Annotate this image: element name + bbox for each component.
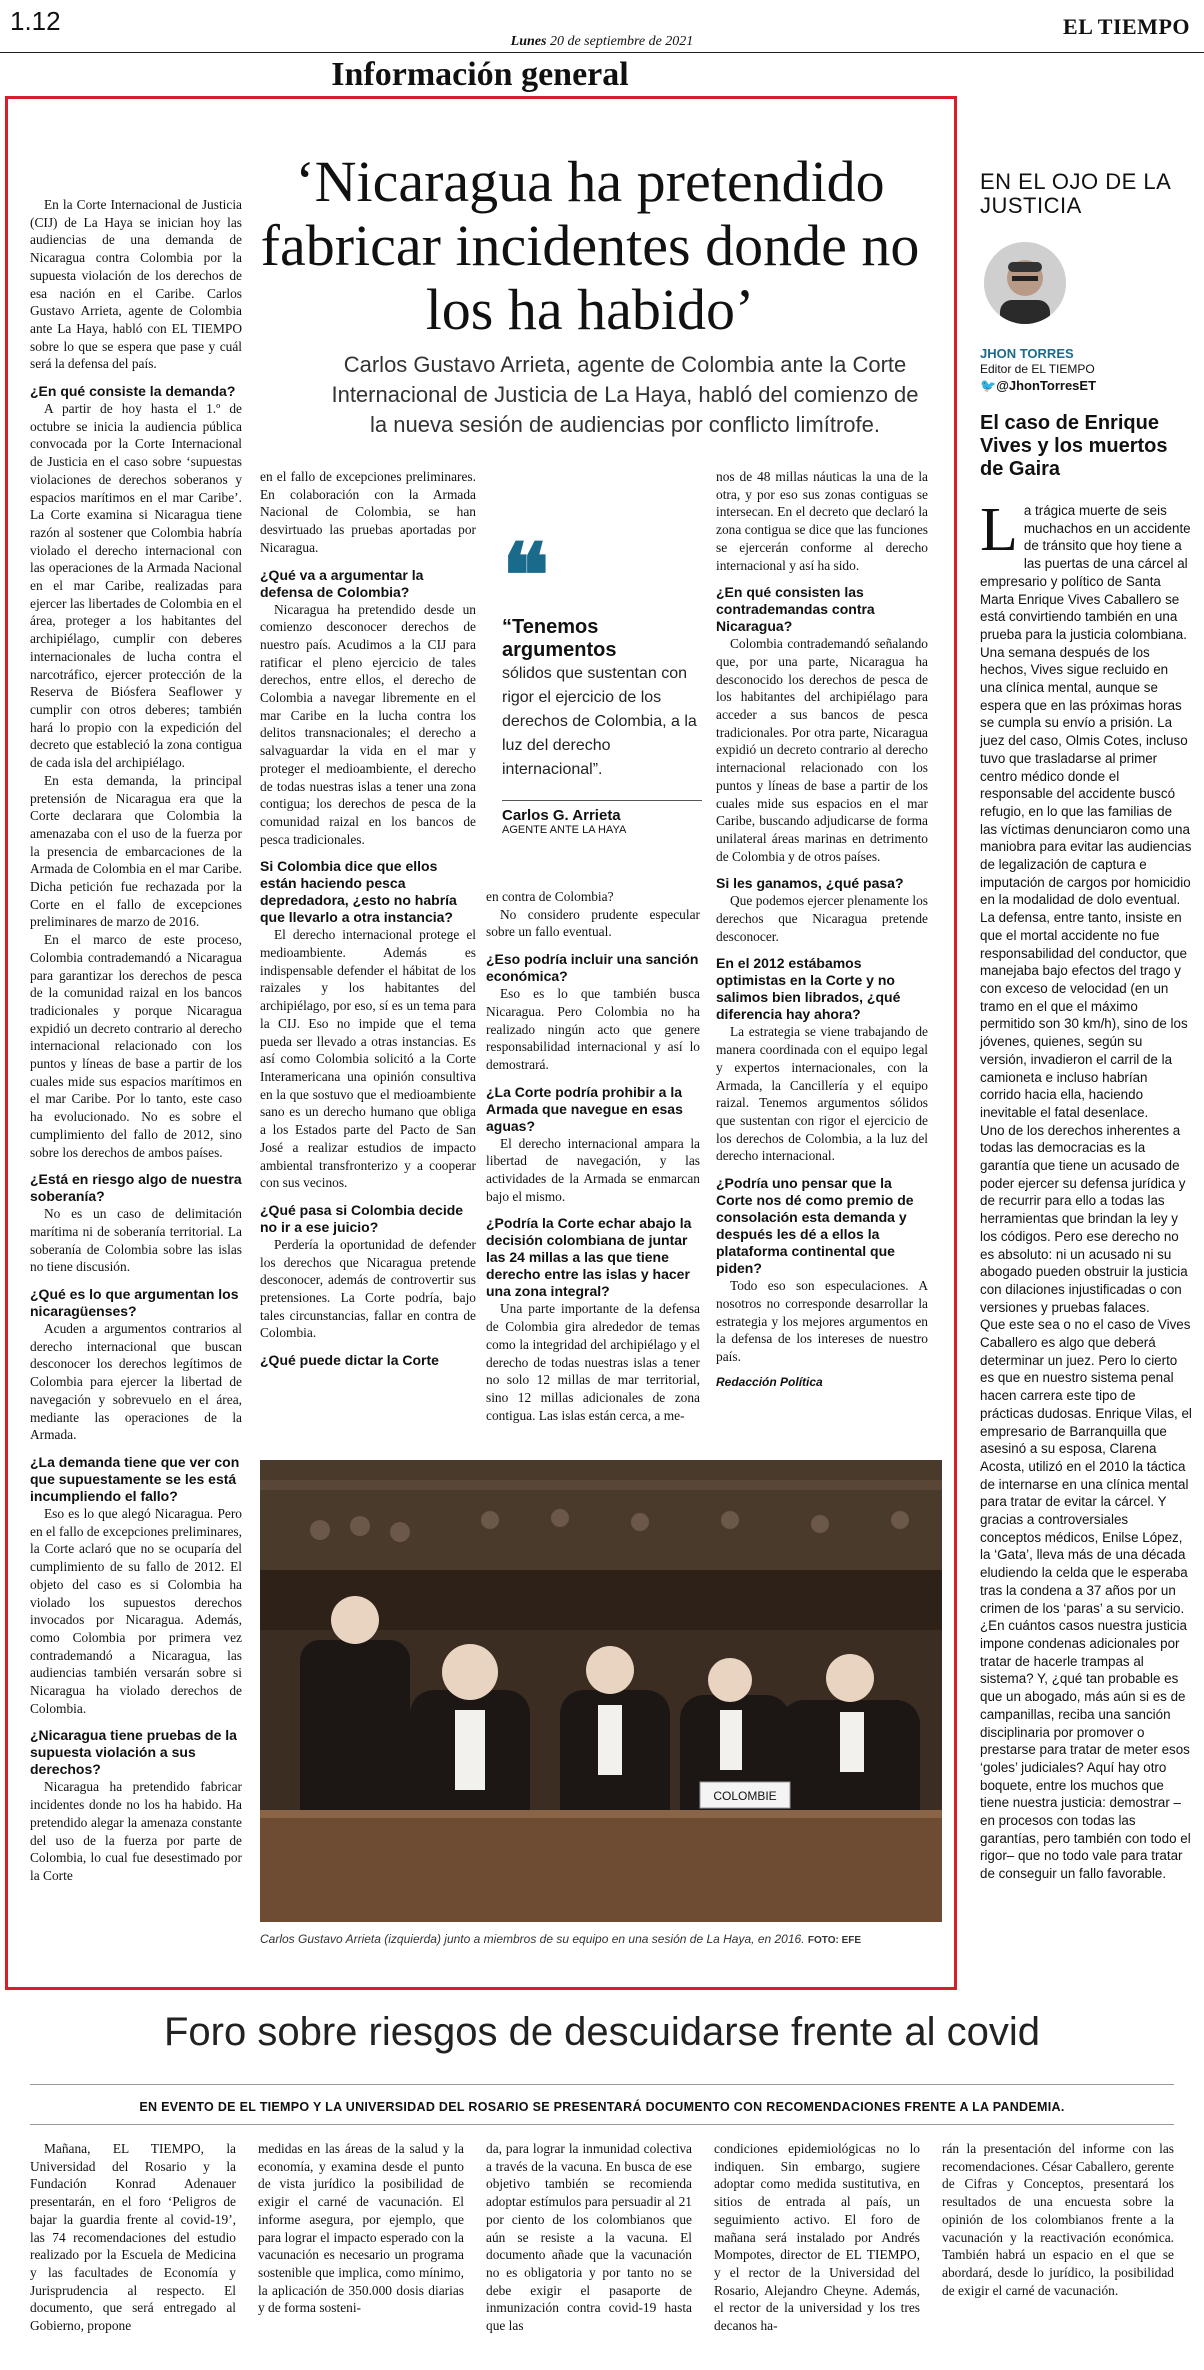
body-paragraph: A partir de hoy hasta el 1.º de octubre se inicia la audiencia pública convocada por la Corte Internacional de Justicia en el caso sobre ‘supuestas violaciones de derechos soberanos y espacios marítimos en el mar Caribe’. La Corte examina si Nicaragua tiene razón al sostener que Colombia habría violado el derecho internacional con las operaciones de la Armada Nacional en el mar Caribe, realizadas para ejercer las libertades de Colombia en el área, proteger a los habitantes del archipiélago, cumplir con deberes internacionales de lucha contra el narcotráfico, ejercer protección de la Reserva de Biósfera Seaflower y cumplir con otros deberes; también hará lo propio con la expedición del decreto que estableció la zona contigua de cada isla del archipiélago. bbox=[30, 401, 242, 771]
body-paragraph: en el fallo de excepciones preliminares. En colaboración con la Armada Nacional de Colombia, se han desvirtuado las pruebas aportadas por Nicaragua. bbox=[260, 469, 476, 555]
column-body bbox=[980, 496, 1192, 1883]
question-heading: Si les ganamos, ¿qué pasa? bbox=[716, 875, 904, 892]
article-column-2 bbox=[260, 468, 476, 1369]
article-column-1 bbox=[30, 196, 242, 1885]
body-paragraph: en contra de Colombia? bbox=[486, 889, 614, 904]
pull-quote-body: sólidos que sustentan con rigor el ejercicio de los derechos de Colombia, a la luz del derecho internacional”. bbox=[502, 665, 697, 778]
body-paragraph: Colombia contrademandó señalando que, por una parte, Nicaragua ha desconocido los derechos de pesca de los habitantes del archipiélago para acceder a sus bancos de pesca tradicionales. Por otra parte, Nicaragua expidió un decreto contrario al derecho internacional relacionado con los puntos y líneas de base a partir de los cuales mide sus espacios en el mar Caribe, buscando adjudicarse de forma unilateral áreas marinas en detrimento de Colombia y de otros países. bbox=[716, 636, 928, 864]
author-name: JHON TORRES bbox=[980, 346, 1074, 361]
body-paragraph: Eso es lo que también busca Nicaragua. Pero Colombia no ha realizado ningún acto que genere responsabilidad internacional y así lo demostrará. bbox=[486, 986, 700, 1072]
column-headline: El caso de Enrique Vives y los muertos de Gaira bbox=[980, 412, 1168, 480]
body-paragraph: Todo eso son especulaciones. A nosotros no corresponde desarrollar la estrategia y los mejores argumentos en la defensa de los intereses de nuestro país. bbox=[716, 1278, 928, 1364]
drop-cap: L bbox=[980, 496, 1018, 564]
pull-quote-divider bbox=[502, 800, 702, 801]
column-paragraph: Uno de los derechos inherentes a todas las democracias es la garantía que tiene un acusado de poder ejercer su defensa jurídica y de recurrir para ello a todas las herramientas que brindan la ley y los códigos. Pero ese derecho no es absoluto: ni un acusado ni su abogado pueden obstruir la justicia con dilaciones injustificadas o con versiones y pruebas falaces. bbox=[980, 1122, 1188, 1315]
question-heading: ¿En qué consisten las contrademandas contra Nicaragua? bbox=[716, 584, 875, 635]
author-twitter bbox=[980, 378, 1096, 394]
bottom-rule-top bbox=[30, 2084, 1174, 2085]
article-column-3 bbox=[486, 888, 700, 1424]
column-paragraph: Una semana después de los hechos, Vives sigue recluido en una clínica mental, aunque se espera que en las próximas horas se cumpla su envío a prisión. La juez del caso, Olmis Cotes, incluso tuvo que trasladarse al primer centro médico donde el responsable del accidente buscó refugio, en lo que las familias de las víctimas denunciaron como una maniobra para evitar las audiencias de legalización de captura e imputación de cargos por homicidio en la modalidad de dolo eventual. bbox=[980, 644, 1192, 908]
bottom-rule-bottom bbox=[30, 2124, 1174, 2125]
issue-date-rest: 20 de septiembre de 2021 bbox=[546, 34, 694, 49]
question-heading: ¿Podría la Corte echar abajo la decisión colombiana de juntar las 24 millas a las que tiene derecho entre las islas y hacer una zona integral? bbox=[486, 1215, 692, 1300]
issue-date-day: Lunes bbox=[510, 34, 547, 49]
article-photo bbox=[260, 1460, 942, 1922]
bottom-subhead: EN EVENTO DE EL TIEMPO Y LA UNIVERSIDAD DEL ROSARIO SE PRESENTARÁ DOCUMENTO CON RECOMENDACIONES FRENTE A LA PANDEMIA. bbox=[139, 2100, 1065, 2114]
bottom-column-5 bbox=[942, 2140, 1174, 2299]
question-heading: ¿Qué puede dictar la Corte bbox=[260, 1352, 439, 1369]
body-paragraph: Nicaragua ha pretendido fabricar incidentes donde no los ha habido. Ha pretendido alegar la amenaza constante del uso de la fuerza por parte de Colombia, lo cual fue desestimado por la Corte bbox=[30, 1779, 242, 1883]
header-rule bbox=[0, 52, 1204, 53]
question-heading: Si Colombia dice que ellos están haciendo pesca depredadora, ¿esto no habría que llevarlo a otra instancia? bbox=[260, 858, 457, 926]
newspaper-logo: EL TIEMPO bbox=[1063, 14, 1190, 39]
page-number: 1.12 bbox=[10, 6, 61, 36]
twitter-icon: 🐦 bbox=[980, 378, 997, 393]
article-headline: ‘Nicaragua ha pretendido fabricar incidentes donde no los ha habido’ bbox=[260, 149, 920, 342]
body-paragraph: En la Corte Internacional de Justicia (CIJ) de La Haya se inician hoy las audiencias de una demanda de Nicaragua contra Colombia por la supuesta violación de los derechos de esa nación en el Caribe. Carlos Gustavo Arrieta, agente de Colombia ante La Haya, habló con EL TIEMPO sobre lo que se espera que pase y cuál será la defensa del país. bbox=[30, 197, 242, 372]
byline: Redacción Política bbox=[716, 1374, 823, 1389]
question-heading: ¿La demanda tiene que ver con que supuestamente se les está incumpliendo el fallo? bbox=[30, 1454, 240, 1504]
section-title: Información general bbox=[331, 56, 629, 93]
body-paragraph: El derecho internacional ampara la libertad de navegación, y las actividades de la Armada se enmarcan bajo el mismo. bbox=[486, 1135, 700, 1204]
body-paragraph: nos de 48 millas náuticas la una de la otra, y por eso sus zonas contiguas se intersecan. En el decreto que declaró la zona contigua se dice que las funciones se ejercerán conforme al derecho internacional y así ha sido. bbox=[716, 469, 928, 573]
question-heading: ¿Podría uno pensar que la Corte nos dé como premio de consolación esta demanda y después les dé a ellos la plataforma continental que piden? bbox=[716, 1175, 914, 1277]
body-paragraph: No considero prudente especular sobre un fallo eventual. bbox=[486, 906, 700, 940]
bottom-headline: Foro sobre riesgos de descuidarse frente al covid bbox=[163, 2010, 1040, 2054]
question-heading: ¿En qué consiste la demanda? bbox=[30, 383, 236, 400]
bottom-column-3 bbox=[486, 2140, 692, 2335]
article-subhead: Carlos Gustavo Arrieta, agente de Colombia ante la Corte Internacional de Justicia de La Haya, habló del comienzo de la nueva sesión de audiencias por conflicto limítrofe. bbox=[331, 352, 919, 437]
quote-mark-icon: ❝ bbox=[502, 523, 550, 627]
column-paragraph: Que este sea o no el caso de Vives Caballero es algo que deberá determinar un juez. Pero lo cierto es que en nuestro sistema penal hacen carrera este tipo de prácticas dudosas. Enrique Vilas, el empresario de Barranquilla que asesinó a su esposa, Clarena Acosta, utilizó en el 2010 la táctica de internarse en una clínica mental para tratar de evitar la cárcel. Y gracias a controversiales conceptos médicos, Enilse López, la ‘Gata’, lleva más de una década eludiendo la celda que le esperaba tras la condena a 37 años por un crimen de los ‘paras’ a su servicio. bbox=[980, 1317, 1192, 1616]
question-heading: ¿Eso podría incluir una sanción económica? bbox=[486, 951, 699, 985]
bottom-paragraph: condiciones epidemiológicas no lo indiquen. Sin embargo, sugiere adoptar como medida sustitutiva, en sitios de entrada al país, un seguimiento activo. El foro de mañana será instalado por Andrés Mompotes, director de EL TIEMPO, y el rector de la Universidad del Rosario, Alejandro Cheyne. Además, el rector de la universidad y los tres decanos ha- bbox=[714, 2141, 920, 2334]
pull-quote-role: AGENTE ANTE LA HAYA bbox=[502, 824, 627, 836]
body-paragraph: Nicaragua ha pretendido desde un comienzo desconocer derechos de nuestro país. Acudimos a la CIJ para ratificar el pleno ejercicio de tales derechos, entre ellos, el derecho de Colombia a navegar libremente en el mar Caribe en la lucha contra los delitos transnacionales; el derecho a salvaguardar la vida en el mar y proteger el medioambiente, el derecho de todas nuestras islas a tener una zona contigua; los derechos de pesca de la comunidad raizal en los bancos de pesca tradicionales. bbox=[260, 601, 476, 847]
question-heading: ¿Está en riesgo algo de nuestra soberanía? bbox=[30, 1171, 242, 1205]
photo-caption-text: Carlos Gustavo Arrieta (izquierda) junto a miembros de su equipo en una sesión de La Haya, en 2016. bbox=[260, 1932, 805, 1946]
column-paragraph: La defensa, entre tanto, insiste en que el mortal accidente no fue responsabilidad del conductor, que manejaba bajo efectos del trago y con exceso de velocidad (en un tramo en el que el máximo permitido son 30 km/h), sino de los jóvenes, quienes, según su versión, invadieron el carril de la camioneta e incluso habrían corrido hacia ella, haciendo inevitable el fatal desenlace. bbox=[980, 910, 1188, 1120]
photo-credit: FOTO: EFE bbox=[807, 1935, 862, 1946]
body-paragraph: El derecho internacional protege el medioambiente. Además es indispensable defender el hábitat de los raizales y los habitantes del archipiélago, por eso, sí es un tema para la CIJ. Eso no impide que el tema pueda ser llevado a otras instancias. Es así como Colombia solicitó a la Corte Interamericana una opinión consultiva en la que sostuvo que el medioambiente sano es un derecho humano que obliga a los Estados parte del Pacto de San José a realizar estudios de impacto ambiental transfronterizo y a cooperar con sus vecinos. bbox=[260, 927, 476, 1191]
column-paragraph: a trágica muerte de seis muchachos en un accidente de tránsito que hoy tiene a las puertas de una cárcel al empresario y político de Santa Marta Enrique Vives Caballero se está convirtiendo también en una prueba para la justicia colombiana. bbox=[980, 503, 1191, 642]
bottom-paragraph: Mañana, EL TIEMPO, la Universidad del Rosario y la Fundación Konrad Adenauer presentarán, en el foro ‘Peligros de bajar la guardia frente al covid-19’, las 74 recomendaciones del estudio realizado por la Escuela de Medicina y las facultades de Economía y Jurisprudencia al respecto. El documento, que será entregado al Gobierno, propone bbox=[30, 2141, 236, 2334]
question-heading: En el 2012 estábamos optimistas en la Corte y no salimos bien librados, ¿qué diferencia hay ahora? bbox=[716, 955, 901, 1023]
article-column-4 bbox=[716, 468, 928, 1391]
pull-quote-name: Carlos G. Arrieta bbox=[502, 807, 621, 824]
bottom-column-2 bbox=[258, 2140, 464, 2317]
pull-quote-lead: “Tenemos argumentos bbox=[502, 616, 617, 661]
bottom-column-4 bbox=[714, 2140, 920, 2335]
question-heading: ¿Qué es lo que argumentan los nicaragüenses? bbox=[30, 1286, 239, 1320]
author-role: Editor de EL TIEMPO bbox=[980, 362, 1095, 376]
bottom-column-1 bbox=[30, 2140, 236, 2335]
body-paragraph: Perdería la oportunidad de defender los derechos que Nicaragua pretende desconocer, además de controvertir sus pretensiones. La Corte podría, bajo tales circunstancias, fallar en contra de Colombia. bbox=[260, 1236, 476, 1341]
question-heading: ¿Qué va a argumentar la defensa de Colombia? bbox=[260, 566, 424, 600]
question-heading: ¿La Corte podría prohibir a la Armada que navegue en esas aguas? bbox=[486, 1083, 683, 1134]
pull-quote bbox=[502, 523, 712, 836]
body-paragraph: Acuden a argumentos contrarios al derecho internacional que buscan desconocer los derechos legítimos de Colombia para ejercer la libertad de navegación y sobrevuelo en el área, mediante las operaciones de la Armada. bbox=[30, 1321, 242, 1443]
bottom-paragraph: medidas en las áreas de la salud y la economía, y examina desde el punto de vista jurídico la posibilidad de exigir el carné de vacunación. El informe asegura, por ejemplo, que para lograr el impacto esperado con la vacunación es necesario un programa sostenible que implica, como mínimo, la aplicación de 350.000 dosis diarias y de forma sosteni- bbox=[258, 2141, 464, 2316]
issue-date bbox=[0, 34, 1204, 50]
body-paragraph: Eso es lo que alegó Nicaragua. Pero en el fallo de excepciones preliminares, la Corte aclaró que no se ocuparía del cumplimiento de su fallo de 2012. El objeto del caso es si Colombia ha violado los supuestos derechos invocados por Nicaragua. Además, como Colombia por primera vez contrademandó a Nicaragua, las audiencias también versarán sobre si Nicaragua ha violado derechos de Colombia. bbox=[30, 1506, 242, 1716]
author-twitter-handle: @JhonTorresET bbox=[996, 378, 1097, 393]
author-avatar bbox=[984, 242, 1066, 324]
question-heading: ¿Nicaragua tiene pruebas de la supuesta violación a sus derechos? bbox=[30, 1727, 237, 1778]
column-paragraph: ¿En cuántos casos nuestra justicia impone condenas adicionales por tratar de hacerle trampas al sistema? Y, ¿qué tan probable es que un abogado, más aún si es de campanillas, reciba una sanción disciplinaria por promover o prestarse para tratar de meter esos ‘goles’ judiciales? Aquí hay otro boquete, entre los muchos que tiene nuestra justicia: demostrar –en procesos con todas las garantías, pero también con todo el rigor– que no todo vale para tratar de conseguir un fallo favorable. bbox=[980, 1618, 1191, 1882]
body-paragraph: La estrategia se viene trabajando de manera coordinada con el equipo legal y expertos internacionales, con la Armada, la Cancillería y el equipo raizal. Tenemos argumentos sólidos que sustentan con rigor el ejercicio de los derechos de Colombia, a la luz del derecho internacional. bbox=[716, 1024, 928, 1164]
photo-placard: COLOMBIE bbox=[713, 1789, 777, 1803]
photo-caption bbox=[260, 1932, 950, 1946]
bottom-paragraph: rán la presentación del informe con las recomendaciones. César Caballero, gerente de Cifras y Conceptos, presentará los resultados de una encuesta sobre la opinión de los colombianos frente a la vacunación y la reactivación económica. También habrá un espacio en el que se abordará, desde lo jurídico, la posibilidad de exigir el carné de vacunación. bbox=[942, 2141, 1174, 2298]
courtroom-photo-illustration bbox=[260, 1460, 942, 1922]
body-paragraph: No es un caso de delimitación marítima ni de soberanía territorial. La soberanía de Colombia sobre las islas no tiene discusión. bbox=[30, 1206, 242, 1275]
body-paragraph: Una parte importante de la defensa de Colombia gira alrededor de temas como la integridad del archipiélago y el derecho de todas nuestras islas a tener no solo 12 millas de mar territorial, sino 12 millas adicionales de zona contigua. Las islas están cerca, a me- bbox=[486, 1301, 700, 1423]
author-portrait-icon bbox=[984, 242, 1066, 324]
body-paragraph: Que podemos ejercer plenamente los derechos que Nicaragua pretende desconocer. bbox=[716, 893, 928, 944]
body-paragraph: En esta demanda, la principal pretensión de Nicaragua era que la Corte declarara que Colombia la amenazaba con el uso de la fuerza por la presencia de embarcaciones de la Armada de Colombia en el mar Caribe. Dicha petición fue rechazada por la Corte en el fallo de excepciones preliminares de marzo de 2016. bbox=[30, 772, 242, 930]
question-heading: ¿Qué pasa si Colombia decide no ir a ese juicio? bbox=[260, 1201, 464, 1235]
bottom-paragraph: da, para lograr la inmunidad colectiva a través de la vacuna. En busca de ese objetivo también se recomienda adoptar estímulos para persuadir al 21 por ciento de los colombianos que aún se resiste a la vacuna. El documento añade que la vacunación no es obligatoria y por tanto no se debe exigir el pasaporte de inmunización contra covid-19 hasta que las bbox=[486, 2141, 692, 2334]
body-paragraph: En el marco de este proceso, Colombia contrademandó a Nicaragua para garantizar los derechos de pesca de la comunidad raizal en los bancos tradicionales y porque Nicaragua expidió un decreto contrario al derecho internacional relacionado con los puntos y líneas de base a partir de los cuales mide sus espacios marítimos en el mar Caribe. Por lo tanto, este caso ha evolucionado. No es sobre el cumplimiento del fallo de 2012, sino sobre los derechos de ambos países. bbox=[30, 932, 242, 1160]
column-title: EN EL OJO DE LA JUSTICIA bbox=[980, 169, 1171, 218]
